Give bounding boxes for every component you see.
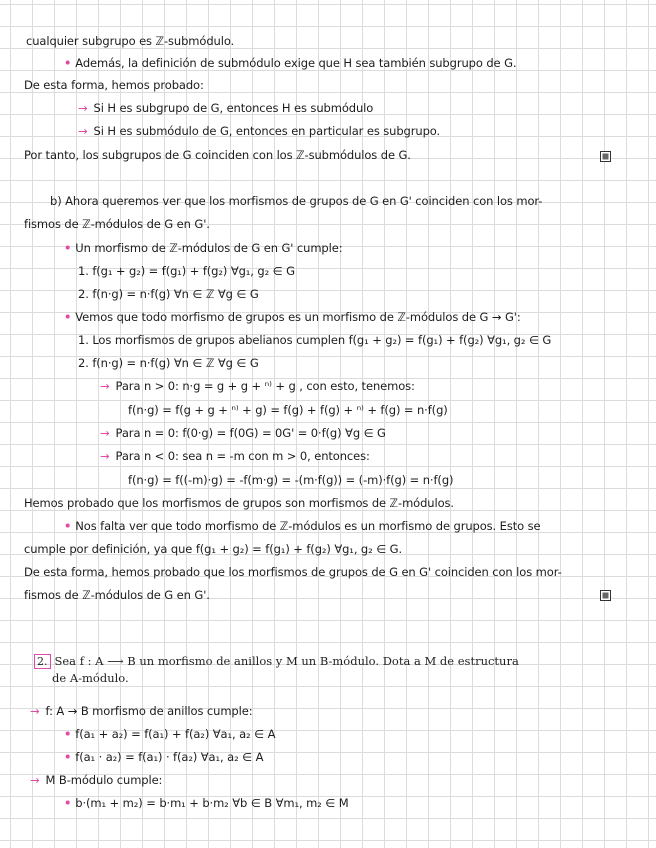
note-line-8: fismos de ℤ-módulos de G en G'. (24, 217, 210, 231)
note-line-23: De esta forma, hemos probado que los morfismos de grupos de G en G' coinciden con los mor- (24, 565, 562, 579)
arrow-right-icon: → (78, 124, 88, 138)
note-line-19: f(n·g) = f((-m)·g) = -f(m·g) = -(m·f(g)) = (-m)·f(g) = n·f(g) (128, 473, 454, 487)
arrow-right-icon: → (30, 704, 40, 718)
note-line-3: De esta forma, hemos probado: (24, 78, 204, 92)
note-line-11: 2. f(n·g) = n·f(g) ∀n ∈ ℤ ∀g ∈ G (78, 287, 259, 301)
bullet-icon: • (64, 519, 72, 533)
bullet-icon: • (64, 727, 72, 741)
note-line-14: 2. f(n·g) = n·f(g) ∀n ∈ ℤ ∀g ∈ G (78, 356, 259, 370)
exercise-text-line-1: Sea f : A ⟶ B un morfismo de anillos y M un B-módulo. Dota a M de estructura (54, 654, 519, 668)
note-line-28: → M B-módulo cumple: (30, 773, 163, 787)
exercise-number: 2. (34, 654, 51, 669)
bullet-icon: • (64, 56, 72, 70)
note-line-12: • Vemos que todo morfismo de grupos es un morfismo de ℤ-módulos de G → G': (64, 310, 521, 324)
arrow-right-icon: → (100, 379, 110, 393)
note-line-2: • Además, la definición de submódulo exige que H sea también subgrupo de G. (64, 56, 517, 70)
note-line-7: b) Ahora queremos ver que los morfismos de grupos de G en G' coinciden con los mor- (50, 194, 543, 208)
note-line-10: 1. f(g₁ + g₂) = f(g₁) + f(g₂) ∀g₁, g₂ ∈ G (78, 264, 295, 278)
arrow-right-icon: → (78, 101, 88, 115)
note-line-29: • b·(m₁ + m₂) = b·m₁ + b·m₂ ∀b ∈ B ∀m₁, m₂ ∈ M (64, 796, 349, 810)
note-line-26: • f(a₁ + a₂) = f(a₁) + f(a₂) ∀a₁, a₂ ∈ A (64, 727, 276, 741)
note-line-16: f(n·g) = f(g + g + ⁿ⁾ + g) = f(g) + f(g) + ⁿ⁾ + f(g) = n·f(g) (128, 403, 448, 417)
note-line-25: → f: A → B morfismo de anillos cumple: (30, 704, 253, 718)
note-line-24: fismos de ℤ-módulos de G en G'. (24, 588, 210, 602)
note-line-18: → Para n < 0: sea n = -m con m > 0, entonces: (100, 449, 370, 463)
exercise-text-line-2: de A-módulo. (52, 671, 129, 685)
note-line-22: cumple por definición, ya que f(g₁ + g₂) = f(g₁) + f(g₂) ∀g₁, g₂ ∈ G. (24, 542, 403, 556)
exercise-statement (34, 654, 519, 669)
note-line-21: • Nos falta ver que todo morfismo de ℤ-módulos es un morfismo de grupos. Esto se (64, 519, 541, 533)
note-line-13: 1. Los morfismos de grupos abelianos cumplen f(g₁ + g₂) = f(g₁) + f(g₂) ∀g₁, g₂ ∈ G (78, 333, 552, 347)
note-line-6: Por tanto, los subgrupos de G coinciden con los ℤ-submódulos de G. (24, 148, 411, 162)
arrow-right-icon: → (100, 426, 110, 440)
end-of-proof-icon (600, 590, 611, 601)
bullet-icon: • (64, 241, 72, 255)
bullet-icon: • (64, 750, 72, 764)
note-line-27: • f(a₁ · a₂) = f(a₁) · f(a₂) ∀a₁, a₂ ∈ A (64, 750, 264, 764)
note-line-17: → Para n = 0: f(0·g) = f(0G) = 0G' = 0·f(g) ∀g ∈ G (100, 426, 386, 440)
bullet-icon: • (64, 796, 72, 810)
note-line-4: → Si H es subgrupo de G, entonces H es submódulo (78, 101, 374, 115)
note-line-20: Hemos probado que los morfismos de grupos son morfismos de ℤ-módulos. (24, 496, 454, 510)
arrow-right-icon: → (100, 449, 110, 463)
note-line-1: cualquier subgrupo es ℤ-submódulo. (26, 34, 235, 48)
end-of-proof-icon (600, 151, 611, 162)
note-line-5: → Si H es submódulo de G, entonces en particular es subgrupo. (78, 124, 441, 138)
bullet-icon: • (64, 310, 72, 324)
arrow-right-icon: → (30, 773, 40, 787)
note-line-9: • Un morfismo de ℤ-módulos de G en G' cumple: (64, 241, 343, 255)
note-line-15: → Para n > 0: n·g = g + g + ⁿ⁾ + g , con esto, tenemos: (100, 379, 415, 393)
